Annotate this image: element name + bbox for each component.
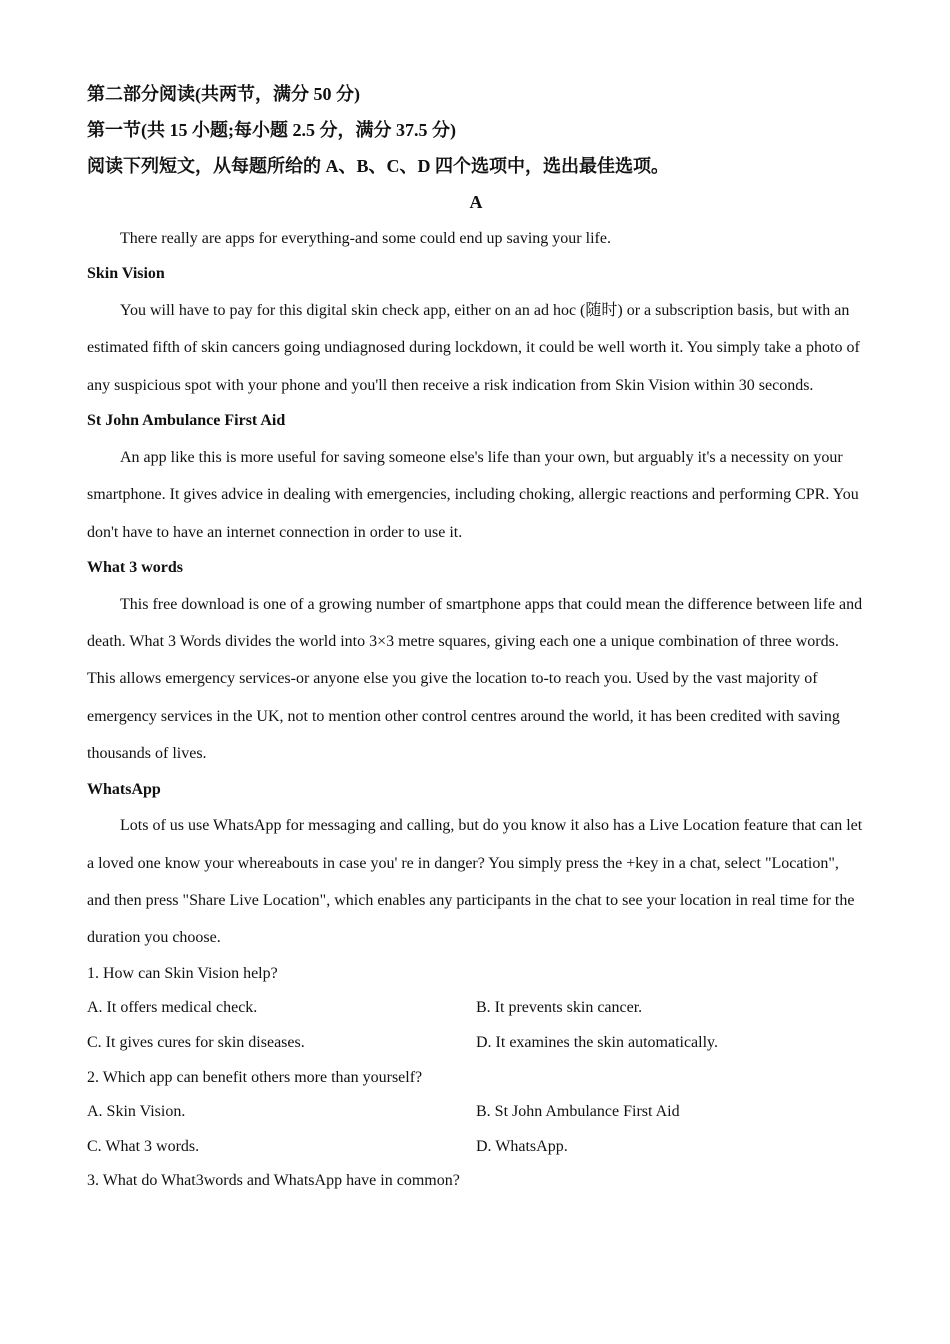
question-1: 1. How can Skin Vision help?	[87, 964, 278, 982]
question-2-options-row-1	[87, 1095, 865, 1130]
question-1-options-row-2	[87, 1026, 865, 1061]
q1-option-c: C. It gives cures for skin diseases.	[87, 1034, 305, 1052]
q1-option-b: B. It prevents skin cancer.	[476, 999, 643, 1017]
exam-page	[87, 76, 865, 1199]
passage-intro: There really are apps for everything-and some could end up saving your life.	[120, 230, 611, 247]
part-heading: 第二部分阅读(共两节，满分 50 分)	[87, 84, 360, 104]
section-heading: 第一节(共 15 小题;每小题 2.5 分，满分 37.5 分)	[87, 120, 456, 140]
question-3: 3. What do What3words and WhatsApp have in common?	[87, 1172, 460, 1190]
app-title-what3words: What 3 words	[87, 559, 184, 577]
question-2: 2. Which app can benefit others more than yourself?	[87, 1068, 423, 1086]
question-2-options-row-2	[87, 1130, 865, 1165]
q2-option-a: A. Skin Vision.	[87, 1103, 186, 1121]
passage-label: A	[469, 192, 483, 212]
question-1-options-row-1	[87, 991, 865, 1026]
q1-option-d: D. It examines the skin automatically.	[476, 1034, 719, 1052]
app-title-st-john: St John Ambulance First Aid	[87, 412, 286, 430]
q1-option-a: A. It offers medical check.	[87, 999, 258, 1017]
q2-option-d: D. WhatsApp.	[476, 1137, 568, 1155]
app-text-st-john: An app like this is more useful for saving someone else's life than your own, but arguably it's a necessity on your smartphone. It gives advice in dealing with emergencies, including choking, allergic reactions and performing CPR. You don't have to have an internet connection in order to use it.	[87, 448, 859, 541]
app-title-skin-vision: Skin Vision	[87, 265, 165, 283]
app-text-skin-vision: You will have to pay for this digital skin check app, either on an ad hoc (随时) or a subscription basis, but with an estimated fifth of skin cancers going undiagnosed during lockdown, it could be well worth it. You simply take a photo of any suspicious spot with your phone and you'll then receive a risk indication from Skin Vision within 30 seconds.	[87, 302, 860, 394]
instruction: 阅读下列短文，从每题所给的 A、B、C、D 四个选项中，选出最佳选项。	[87, 156, 669, 176]
app-text-whatsapp: Lots of us use WhatsApp for messaging and calling, but do you know it also has a Live Location feature that can let a loved one know your whereabouts in case you' re in danger? You simply press the +key in a chat, select "Location", and then press "Share Live Location", which enables any participants in the chat to see your location in real time for the duration you choose.	[87, 817, 863, 947]
q2-option-b: B. St John Ambulance First Aid	[476, 1103, 680, 1121]
app-text-what3words: This free download is one of a growing number of smartphone apps that could mean the difference between life and death. What 3 Words divides the world into 3×3 metre squares, giving each one a unique combination of three words. This allows emergency services-or anyone else you give the location to-to reach you. Used by the vast majority of emergency services in the UK, not to mention other control centres around the world, it has been credited with saving thousands of lives.	[87, 595, 863, 763]
app-title-whatsapp: WhatsApp	[87, 780, 161, 798]
q2-option-c: C. What 3 words.	[87, 1137, 200, 1155]
